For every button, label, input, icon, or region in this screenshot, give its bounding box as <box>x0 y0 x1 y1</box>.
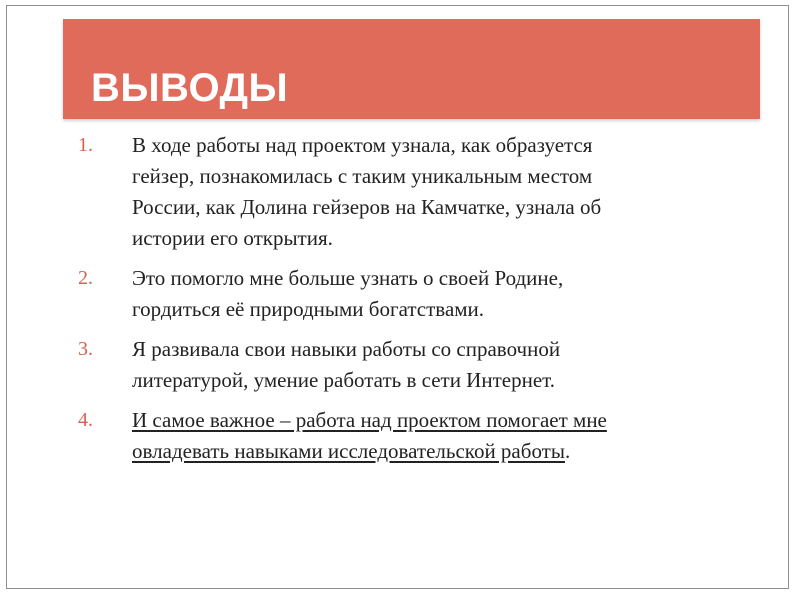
title-bar <box>63 19 760 119</box>
list-item-number: 1. <box>78 134 93 156</box>
list-item-text: Это помогло мне больше узнать о своей Родине, гордиться её природными богатствами. <box>132 266 564 321</box>
list-item-trailing-period: . <box>564 439 571 463</box>
list-item-number: 3. <box>78 338 93 360</box>
list-item-number: 2. <box>78 267 93 289</box>
list-item-text: В ходе работы над проектом узнала, как образуется гейзер, познакомилась с таким уникальным местом России, как Долина гейзеров на Камчатке, узнала об истории его открытия. <box>132 133 602 250</box>
list-item-number: 4. <box>78 409 93 431</box>
list-item-text-wrapper <box>132 405 742 467</box>
slide-title: ВЫВОДЫ <box>91 66 289 110</box>
list-item-text: И самое важное – работа над проектом помогает мне овладевать навыками исследовательской работы <box>132 408 607 463</box>
list-item-text: Я развивала свои навыки работы со справочной литературой, умение работать в сети Интернет. <box>132 337 561 392</box>
